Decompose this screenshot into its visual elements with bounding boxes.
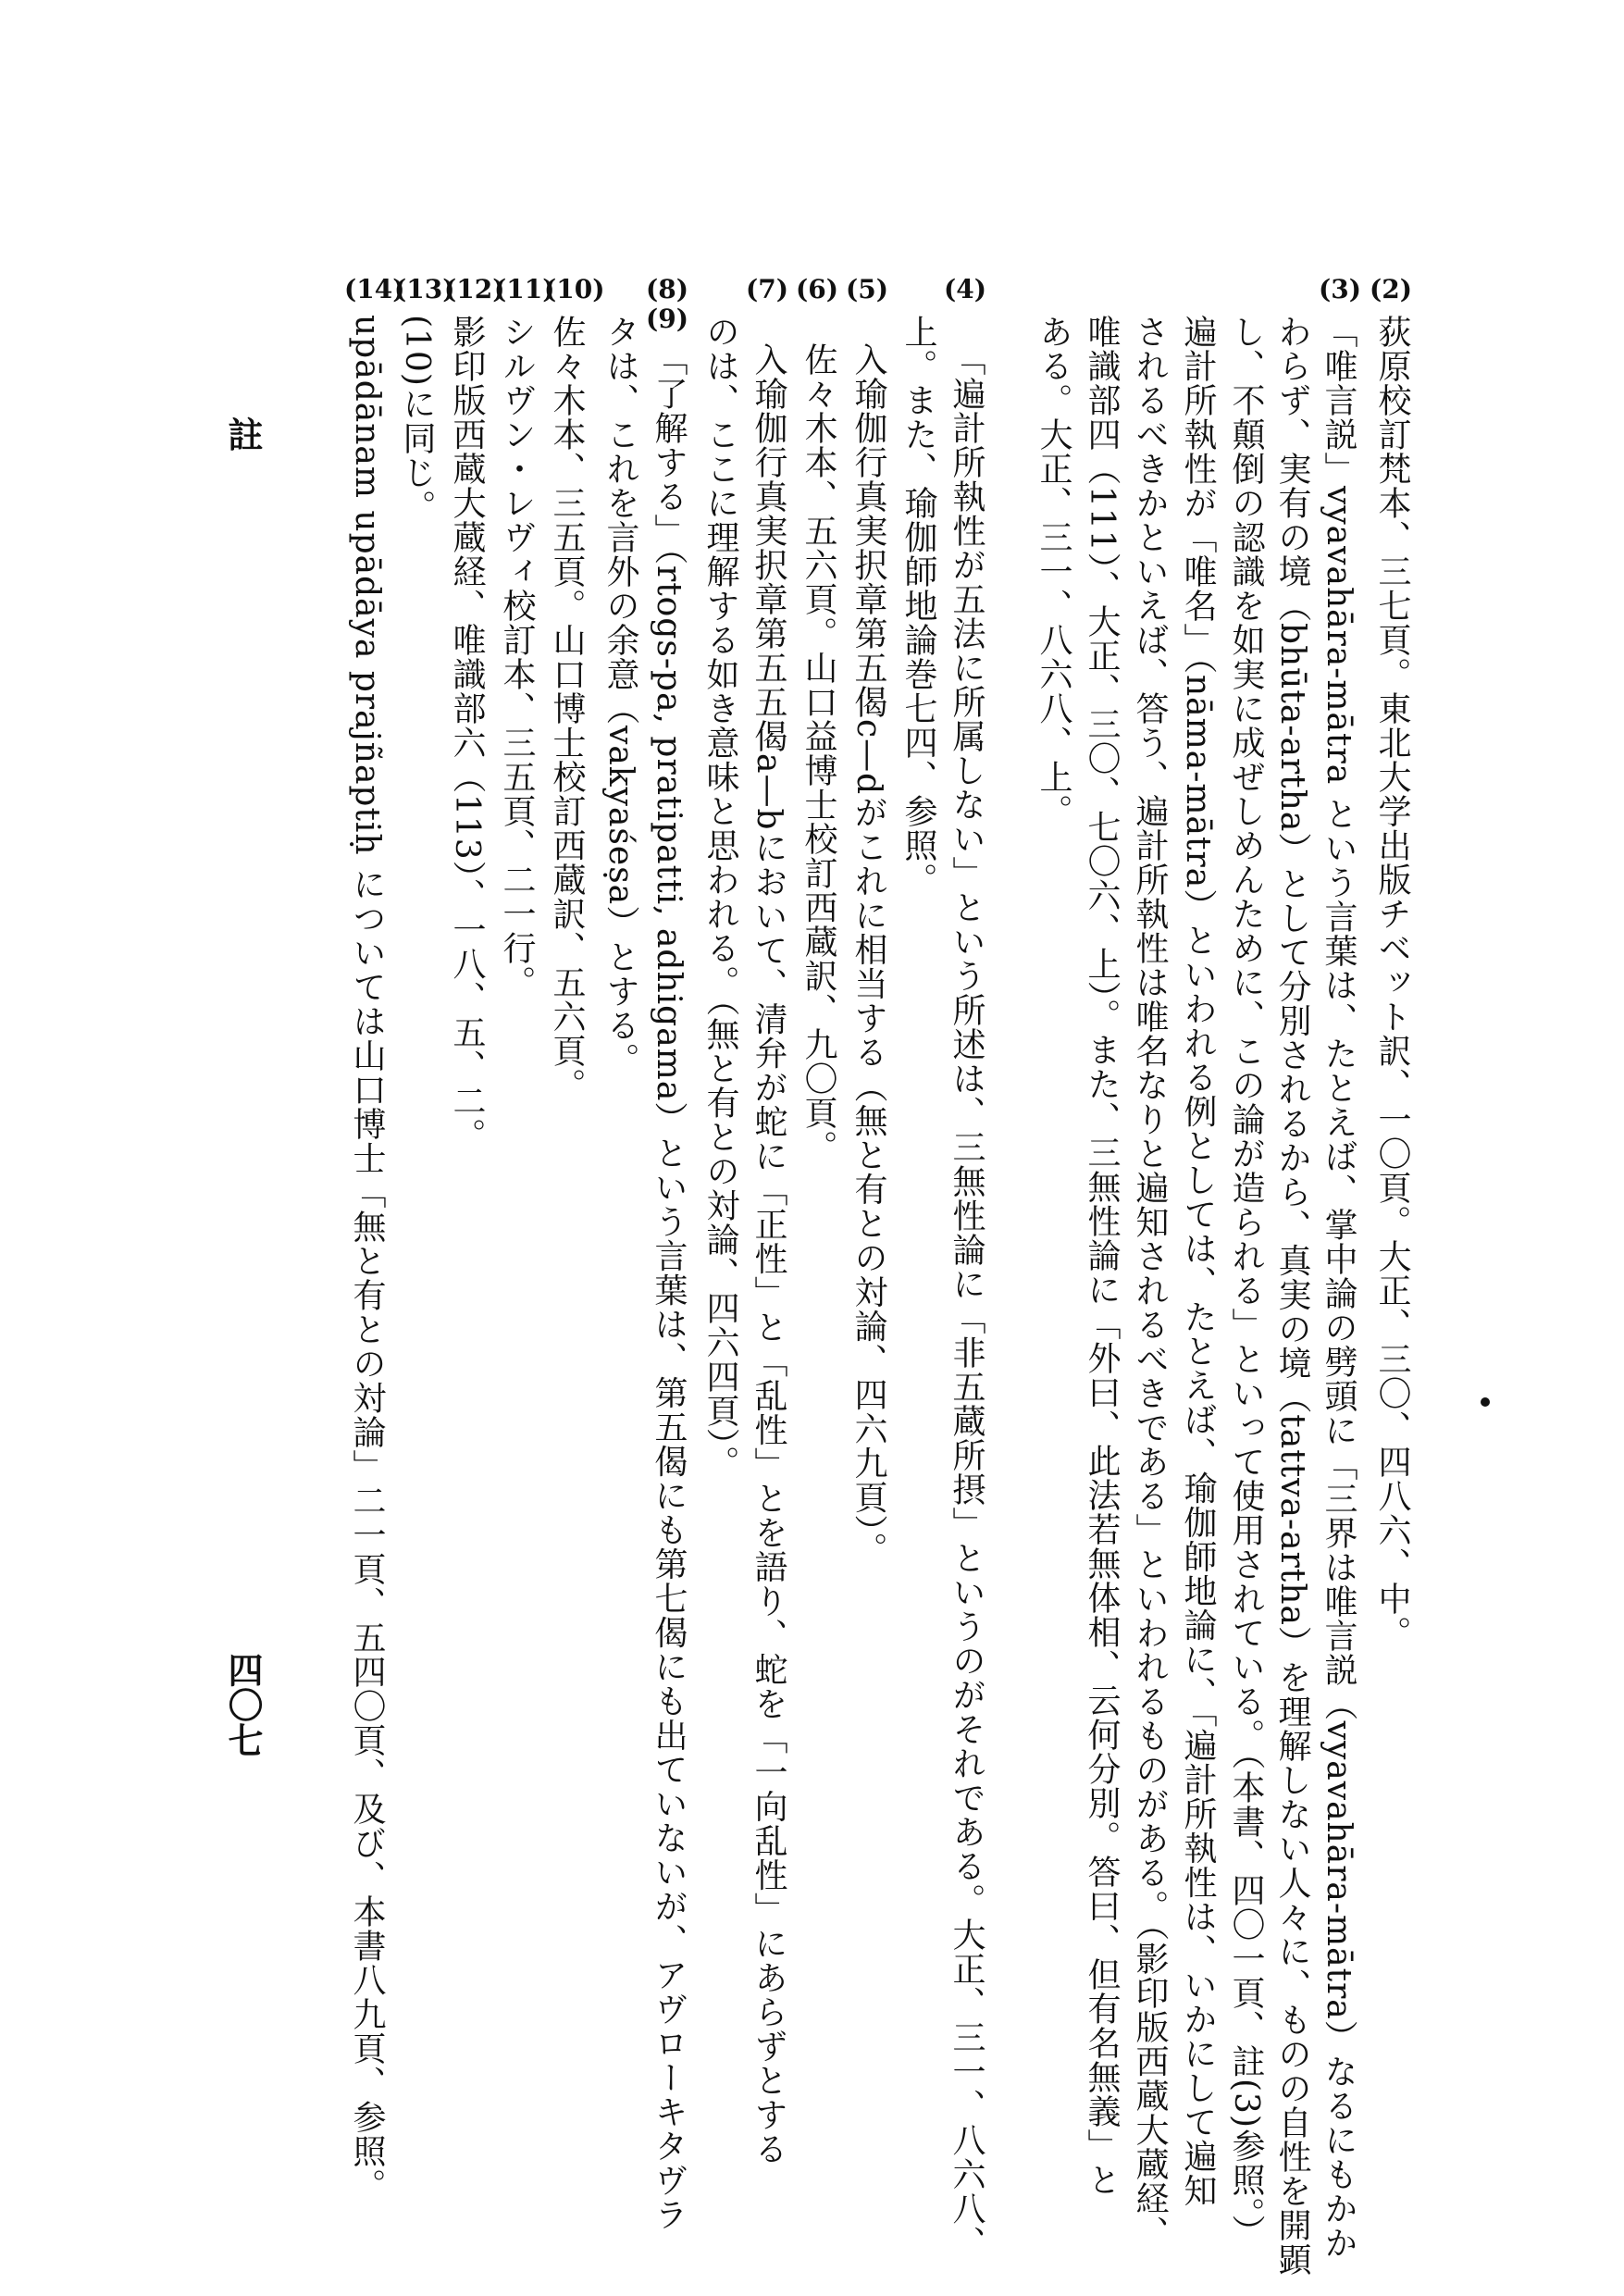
note-3-line-4: 遍計所執性が「唯名」（nāma-mātra）といわれる例としては、たとえば、瑜伽師地論に、「遍計所執性は、いかにして遍知 [1179, 315, 1217, 2208]
note-marker-14: (14) [344, 274, 405, 304]
note-marker-11: (11) [494, 274, 555, 304]
note-7-line-2: のは、ここに理解する如き意味と思われる。（無と有との対論、四六四頁）。 [701, 315, 739, 1480]
note-marker-13: (13) [394, 274, 455, 304]
note-3-line-5: されるべきかといえば、答う、遍計所執性は唯名なりと遍知されるべきである」といわれるものがある。（影印版西蔵大蔵経、 [1131, 315, 1169, 2250]
note-marker-8: (8) [646, 274, 688, 304]
note-3-line-7: ある。大正、三一、八六八、上。 [1035, 315, 1072, 828]
note-12-line-1: 影印版西蔵大蔵経、唯識部六（113）、一八、五、二。 [448, 315, 486, 1152]
note-13-line-1: (10)に同じ。 [398, 315, 436, 524]
page-number: 四〇七 [222, 1652, 264, 1757]
note-marker-4: (4) [944, 274, 986, 304]
note-14-line-1: upādānam upādāya prajñaptiḥ については山口博士「無と有との対論」二一頁、五四〇頁、及び、本書八九頁、参照。 [348, 315, 386, 2203]
note-2-line-1: 荻原校訂梵本、三七頁。東北大学出版チベット訳、一〇頁。大正、三〇、四八六、中。 [1373, 315, 1411, 1650]
note-marker-10: (10) [544, 274, 605, 304]
note-marker-6: (6) [796, 274, 838, 304]
section-title: 註 [222, 416, 264, 452]
note-10-line-1: 佐々木本、三五頁。山口博士校訂西蔵訳、五六頁。 [548, 315, 586, 1102]
note-7-line-1: 入瑜伽行真実択章第五五偈a—bにおいて、清弁が蛇に「正性」と「乱性」とを語り、蛇を「一向乱性」にあらずとする [750, 342, 787, 2166]
note-6-line-1: 佐々木本、五六頁。山口益博士校訂西蔵訳、九〇頁。 [800, 342, 837, 1164]
note-marker-3: (3) [1319, 274, 1361, 304]
note-4-line-2: 上。また、瑜伽師地論巻七四、参照。 [899, 315, 937, 897]
note-marker-7: (7) [746, 274, 788, 304]
note-3-line-2: わらず、実有の境（bhūta-artha）として分別されるから、真実の境（tattva-artha）を理解しない人々に、ものの自性を開顕 [1273, 315, 1311, 2277]
note-marker-9: (9) [646, 304, 688, 334]
margin-dot [1481, 1397, 1490, 1407]
note-9-line-2: タは、これを言外の余意（vakyaśeṣa）とする。 [601, 315, 639, 1077]
note-marker-5: (5) [846, 274, 888, 304]
note-3-line-3: し、不顛倒の認識を如実に成ぜしめんために、この論が造られる」といって使用されている。（本書、四〇一頁、註(3)参照。） [1227, 315, 1265, 2249]
note-4-line-1: 「遍計所執性が五法に所属しない」という所述は、三無性論に「非五蔵所摂」というのがそれである。大正、三一、八六八、 [948, 342, 986, 2260]
note-marker-2: (2) [1370, 274, 1412, 304]
note-11-line-1: シルヴン・レヴィ校訂本、三五頁、二一行。 [498, 315, 536, 999]
note-3-line-6: 唯識部四（111）、大正、三〇、七〇六、上）。また、三無性論に「外曰、此法若無体相、云何分別。答曰、但有名無義」と [1083, 315, 1121, 2197]
note-marker-12: (12) [444, 274, 505, 304]
note-5-line-1: 入瑜伽行真実択章第五偈c—dがこれに相当する（無と有との対論、四六九頁）。 [849, 342, 887, 1567]
note-3-line-1: 「唯言説」vyavahāra-mātra という言葉は、たとえば、掌中論の劈頭に「三界は唯言説（vyavahāra-mātra）なるにもかか [1320, 315, 1357, 2260]
note-9-line-1: 「了解する」（rtogs-pa, pratipatti, adhigama）という言葉は、第五偈にも第七偈にも出ていないが、アヴローキタヴラ [650, 342, 688, 2232]
